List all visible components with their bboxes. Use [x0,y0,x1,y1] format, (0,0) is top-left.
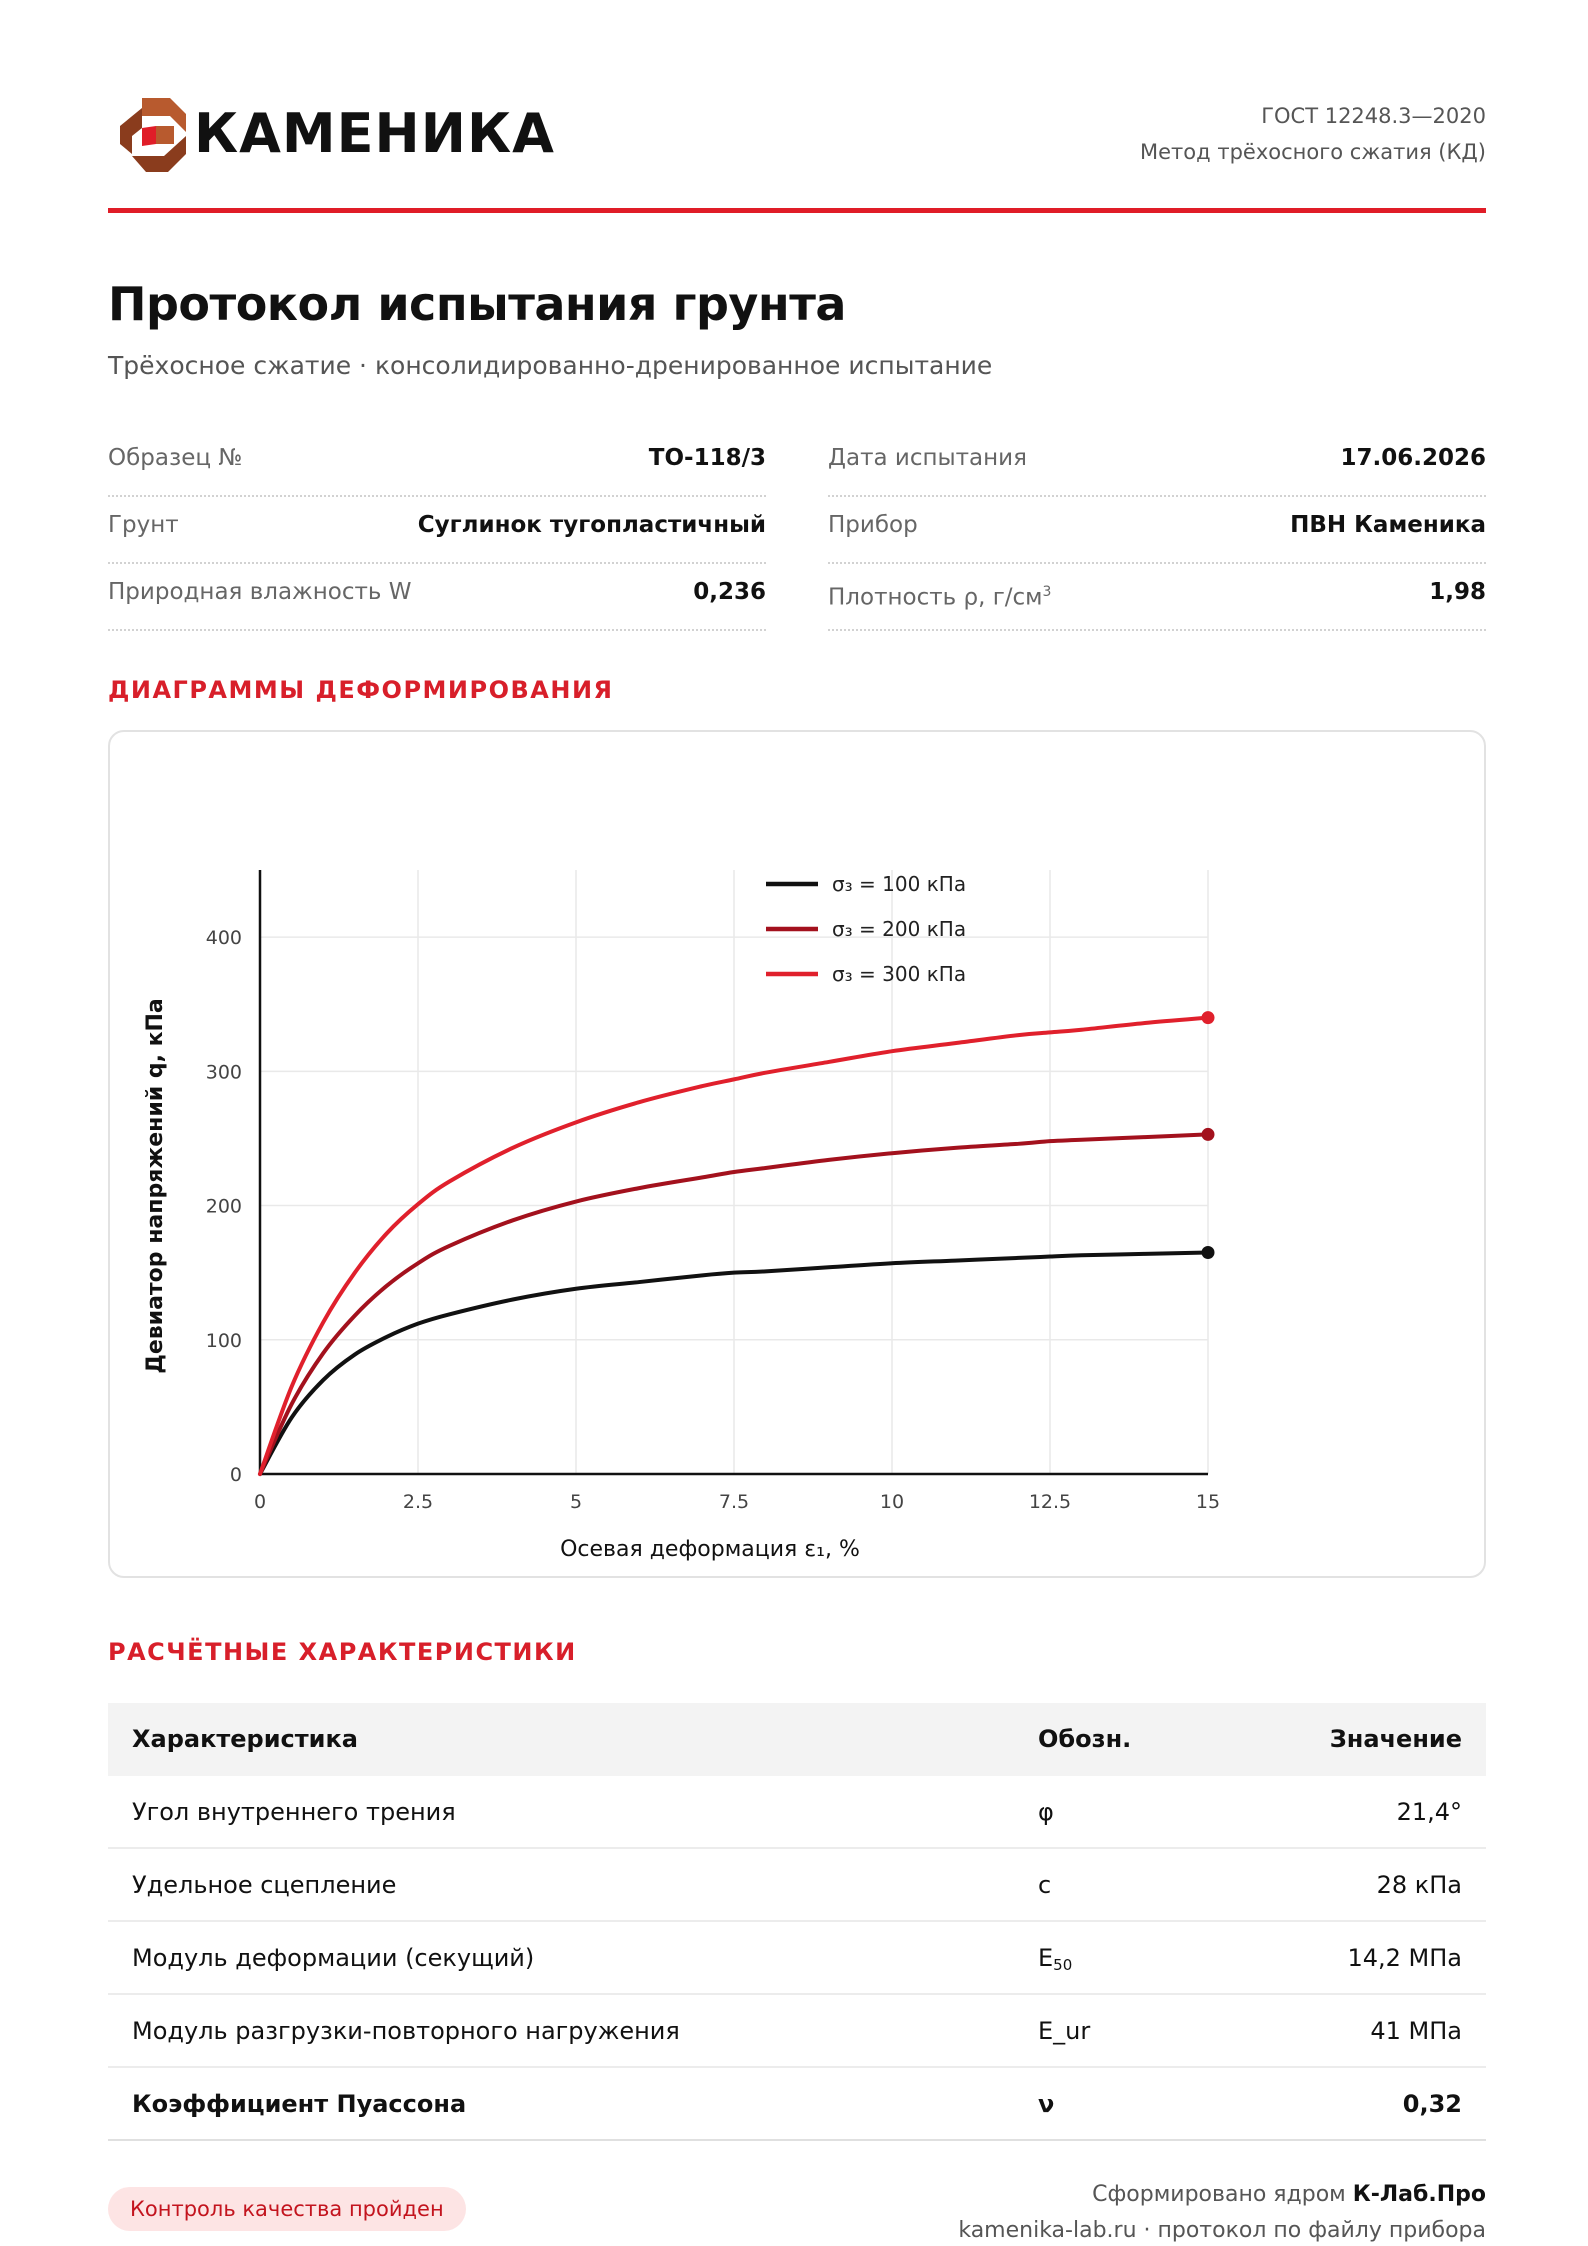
density-unit-exponent: 3 [1042,584,1052,600]
meta-value: 1,98 [1429,579,1486,605]
chart-card [108,730,1486,1578]
meta-value: ТО-118/3 [648,445,766,471]
page-title: Протокол испытания грунта [108,277,846,331]
logo-mark-icon [116,98,190,174]
column-header-symbol: Обозн. [1038,1725,1132,1753]
meta-value: 17.06.2026 [1340,445,1486,471]
y-tick-label: 400 [205,927,242,950]
legend-label: σ₃ = 200 кПа [832,917,967,941]
meta-label: Образец № [108,445,243,471]
table-row [108,1849,1486,1922]
footer-generated-by [958,2177,1486,2213]
y-tick-label: 100 [205,1329,242,1352]
gost-code: ГОСТ 12248.3—2020 [1261,104,1486,128]
series-endpoint-3 [1202,1011,1215,1024]
meta-value: ПВН Каменика [1290,512,1486,538]
x-tick-label: 15 [1195,1491,1221,1513]
section-title-results: РАСЧЁТНЫЕ ХАРАКТЕРИСТИКИ [108,1638,577,1666]
meta-row [828,564,1486,631]
deformation-chart [110,732,1484,1576]
header [108,90,1486,180]
characteristic-name: Угол внутреннего трения [132,1798,456,1826]
sample-info-left [108,430,766,631]
characteristic-name: Модуль разгрузки-повторного нагружения [132,2017,680,2045]
table-row [108,1922,1486,1995]
series-endpoint-1 [1202,1246,1215,1259]
x-tick-label: 12.5 [1028,1491,1072,1513]
x-axis-label: Осевая деформация ε₁, % [560,1537,860,1562]
brand-logo [116,96,586,176]
column-header-characteristic: Характеристика [132,1725,358,1753]
density-label: Плотность ρ, г/см [828,584,1043,611]
characteristic-symbol: φ [1038,1798,1054,1826]
quality-control-badge: Контроль качества пройден [108,2187,466,2231]
page-subtitle: Трёхосное сжатие · консолидированно-дренированное испытание [108,351,993,380]
symbol-subscript: 50 [1053,1956,1073,1974]
meta-row [108,430,766,497]
characteristic-value: 28 кПа [1376,1871,1462,1899]
footer-engine: К-Лаб.Про [1352,2182,1486,2207]
symbol-base: E [1038,1944,1054,1972]
x-tick-label: 5 [569,1491,583,1513]
results-table [108,1703,1486,2141]
meta-row [828,497,1486,564]
meta-label: Дата испытания [828,445,1027,471]
table-row [108,1776,1486,1849]
meta-value: 0,236 [693,579,766,605]
footer-info [958,2177,1486,2246]
characteristic-name: Модуль деформации (секущий) [132,1944,535,1972]
characteristic-symbol: E_ur [1038,2017,1091,2045]
characteristic-name: Коэффициент Пуассона [132,2090,467,2118]
characteristic-symbol [1038,1942,1072,1981]
legend-label: σ₃ = 100 кПа [832,872,967,896]
meta-label [828,576,1051,614]
standard-reference [1140,98,1486,170]
x-tick-label: 10 [879,1491,905,1513]
brand-name: КАМЕНИКА [194,102,555,165]
header-divider [108,208,1486,213]
characteristic-name: Удельное сцепление [132,1871,397,1899]
characteristic-symbol: ν [1038,2090,1055,2118]
x-tick-label: 2.5 [402,1491,434,1513]
meta-row [108,564,766,631]
x-tick-label: 0 [253,1491,267,1513]
x-tick-label: 7.5 [718,1491,750,1513]
section-title-charts: ДИАГРАММЫ ДЕФОРМИРОВАНИЯ [108,676,614,704]
characteristic-value: 0,32 [1402,2090,1462,2118]
characteristic-value: 21,4° [1396,1798,1462,1826]
characteristic-value: 41 МПа [1370,2017,1462,2045]
test-method: Метод трёхосного сжатия (КД) [1140,140,1486,164]
sample-info-right [828,430,1486,631]
characteristic-value: 14,2 МПа [1347,1944,1462,1972]
meta-value: Суглинок тугопластичный [417,512,766,538]
meta-label: Грунт [108,512,179,538]
series-endpoint-2 [1202,1128,1215,1141]
footer-site-link[interactable]: kamenika-lab.ru · протокол по файлу прибора [958,2218,1486,2243]
table-row [108,2068,1486,2141]
footer-prefix: Сформировано ядром [1092,2182,1353,2207]
characteristic-symbol: c [1038,1871,1052,1899]
y-axis-label: Девиатор напряжений q, кПа [143,998,168,1374]
meta-row [108,497,766,564]
meta-label: Прибор [828,512,918,538]
meta-label: Природная влажность W [108,579,412,605]
table-row [108,1995,1486,2068]
table-header-row [108,1703,1486,1776]
meta-row [828,430,1486,497]
y-tick-label: 200 [205,1195,242,1218]
y-tick-label: 300 [205,1061,242,1084]
y-tick-label: 0 [229,1464,242,1486]
column-header-value: Значение [1329,1725,1462,1753]
legend-label: σ₃ = 300 кПа [832,962,967,986]
